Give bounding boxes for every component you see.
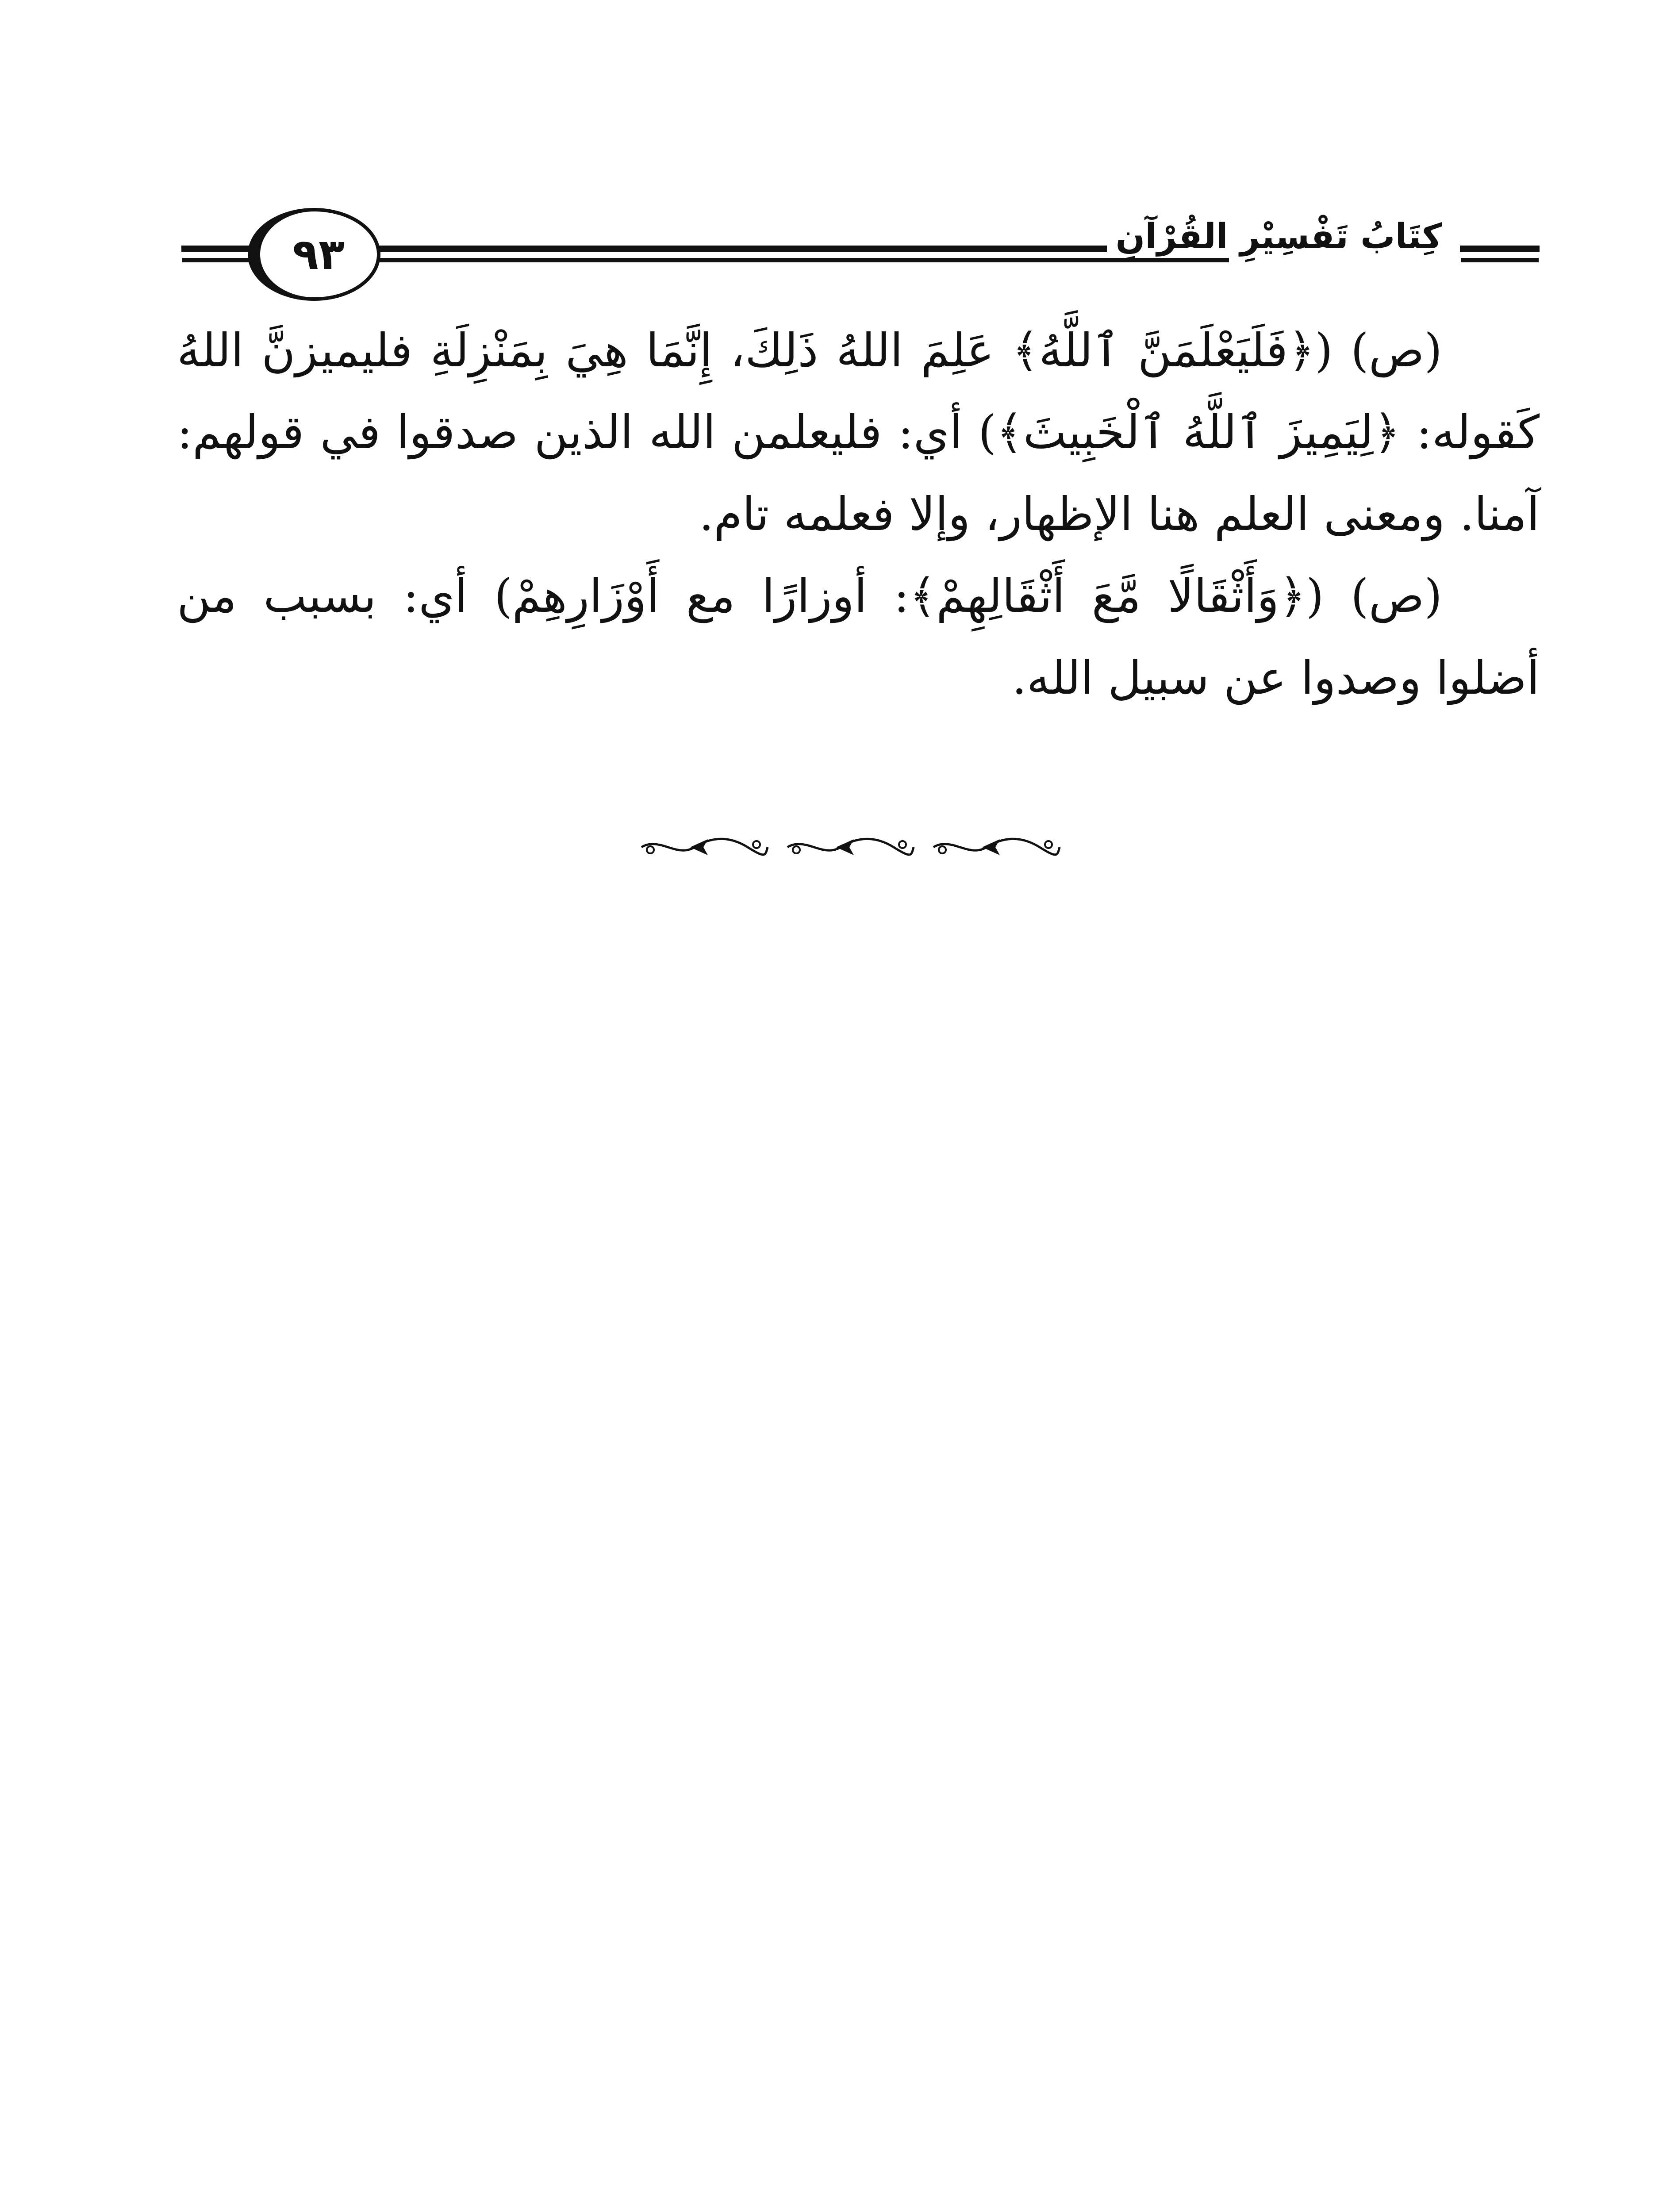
running-header: [181, 199, 1540, 314]
header-rule-middle: [376, 246, 1230, 252]
ornament-segment-icon: [783, 834, 916, 860]
paragraph-1: (ص) (﴿فَلَيَعْلَمَنَّ ٱللَّهُ﴾ عَلِمَ اللهُ ذَلِكَ، إِنَّمَا هِيَ بِمَنْزِلَةِ فليميزنَّ اللهُ كَقوله: ﴿لِيَمِيزَ ٱللَّهُ ٱلْخَبِيثَ﴾) أي: فليعلمن الله الذين صدقوا في قولهم: آمنا. ومعنى العلم هنا الإظهار، وإلا فعلمه تام.: [177, 323, 1540, 541]
header-rule-left: [181, 246, 257, 252]
paragraph-2: (ص) (﴿وَأَثْقَالًا مَّعَ أَثْقَالِهِمْ﴾: أوزارًا مع أَوْزَارِهِمْ) أي: بسبب من أضلوا وصدوا عن سبيل الله.: [177, 569, 1540, 705]
ornament-segment-icon: [929, 834, 1062, 860]
ornament-segment-icon: [637, 834, 770, 860]
book-title: كِتَابُ تَفْسِيْرِ القُرْآنِ: [1107, 217, 1451, 257]
page-number: ٩٣: [292, 230, 345, 279]
floral-divider-icon: [637, 832, 1062, 863]
page-number-badge: [248, 208, 380, 301]
header-rule-right: [1460, 246, 1540, 252]
main-text: [177, 310, 1540, 719]
